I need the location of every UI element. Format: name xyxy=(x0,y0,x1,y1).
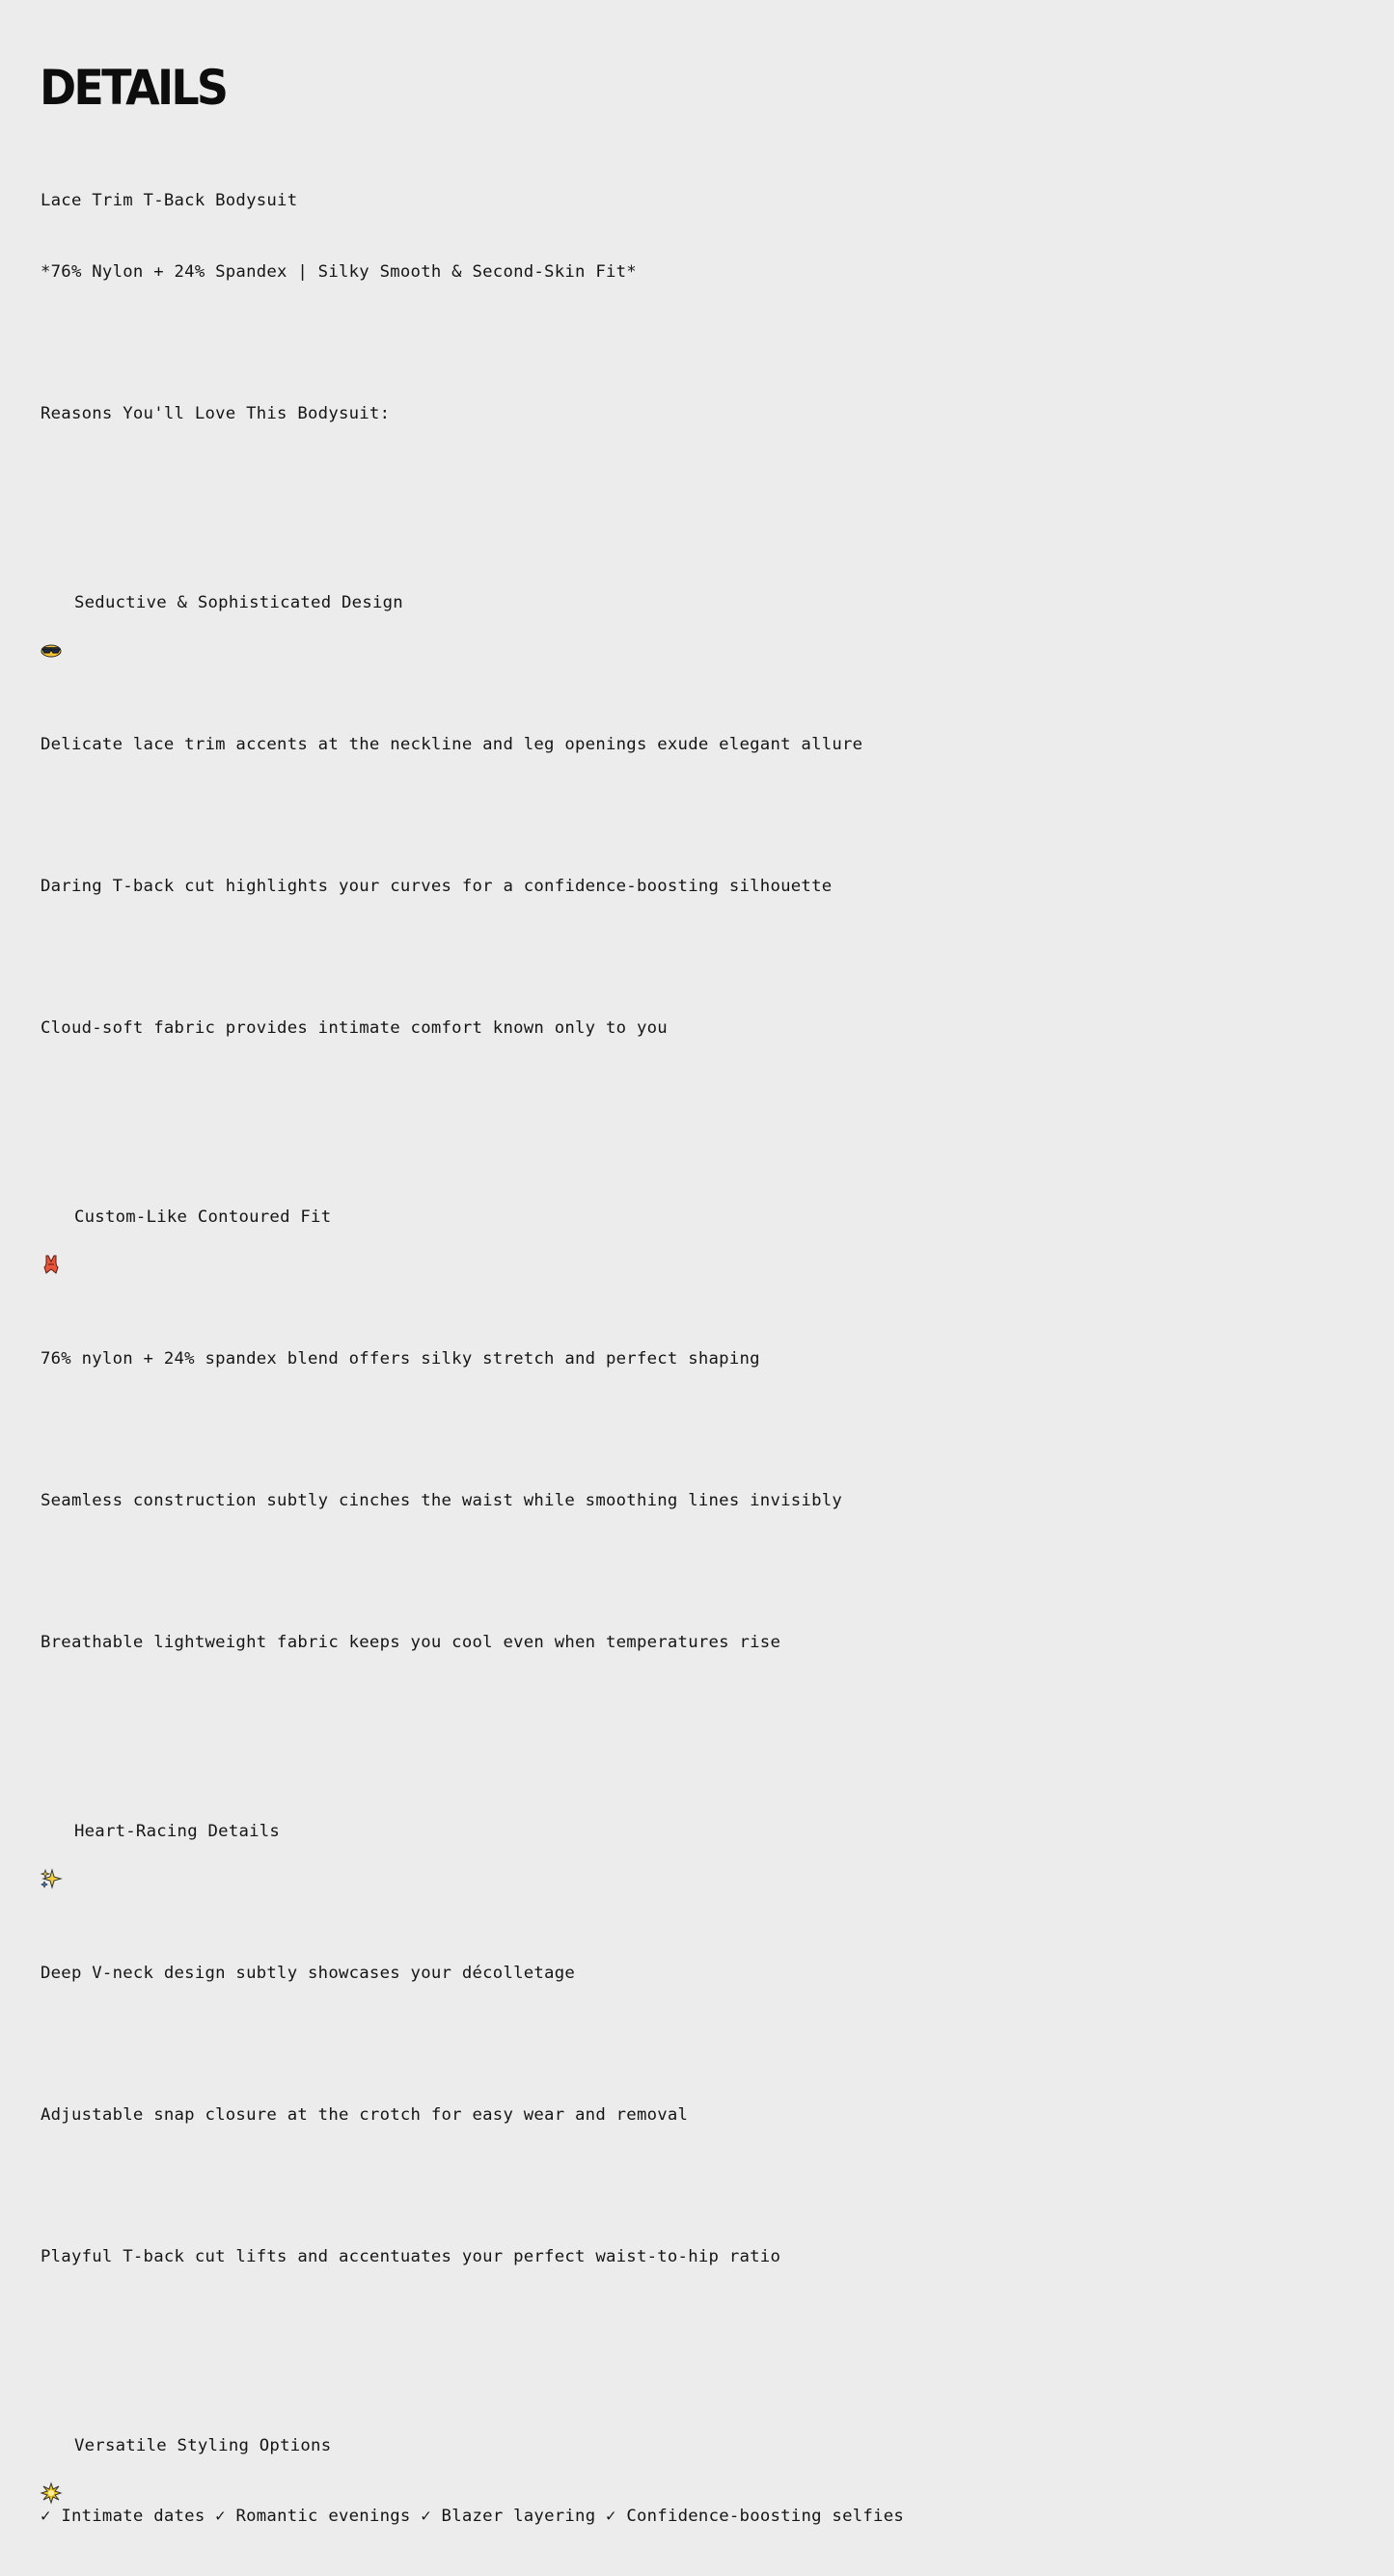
check-icon: ✓ xyxy=(606,2507,616,2526)
section-title: Custom-Like Contoured Fit xyxy=(74,1207,332,1227)
product-name: Lace Trim T-Back Bodysuit xyxy=(41,191,298,210)
intro-text: Reasons You'll Love This Bodysuit: xyxy=(41,403,391,423)
section-point: Seamless construction subtly cinches the waist while smoothing lines invisibly xyxy=(41,1490,843,1510)
section-title: Versatile Styling Options xyxy=(74,2435,332,2455)
section-title: Seductive & Sophisticated Design xyxy=(74,592,403,612)
product-material: *76% Nylon + 24% Spandex | Silky Smooth & Second-Skin Fit* xyxy=(41,261,637,282)
details-body xyxy=(41,142,904,2576)
section-title-row xyxy=(41,591,904,615)
star-burst-emoji-icon xyxy=(41,2435,62,2456)
section-point: Playful T-back cut lifts and accentuates your perfect waist-to-hip ratio xyxy=(41,2246,781,2266)
swimsuit-emoji-icon xyxy=(41,1207,62,1228)
checklist-item: Intimate dates xyxy=(61,2507,205,2526)
section-point: Daring T-back cut highlights your curves for a confidence-boosting silhouette xyxy=(41,876,833,896)
check-icon: ✓ xyxy=(421,2507,431,2526)
checklist-item: Confidence-boosting selfies xyxy=(626,2507,905,2526)
section-point: 76% nylon + 24% spandex blend offers silky stretch and perfect shaping xyxy=(41,1348,760,1369)
section-point: Adjustable snap closure at the crotch for easy wear and removal xyxy=(41,2104,689,2125)
check-icon: ✓ xyxy=(41,2507,51,2526)
section-point: Breathable lightweight fabric keeps you cool even when temperatures rise xyxy=(41,1632,781,1652)
section-point: Delicate lace trim accents at the neckline and leg openings exude elegant allure xyxy=(41,734,863,754)
sunglasses-emoji-icon xyxy=(41,592,62,613)
details-heading: DETAILS xyxy=(40,60,227,116)
section-title-row xyxy=(41,2434,904,2458)
styling-checklist xyxy=(41,2505,904,2529)
section-title-row xyxy=(41,1820,904,1844)
section-point: Deep V-neck design subtly showcases your décolletage xyxy=(41,1963,576,1983)
checklist-item: Blazer layering xyxy=(441,2507,596,2526)
checklist-item: Romantic evenings xyxy=(235,2507,411,2526)
section-point: Cloud-soft fabric provides intimate comfort known only to you xyxy=(41,1017,668,1038)
section-title-row xyxy=(41,1206,904,1230)
sparkles-emoji-icon xyxy=(41,1821,62,1842)
check-icon: ✓ xyxy=(215,2507,226,2526)
section-title: Heart-Racing Details xyxy=(74,1821,281,1841)
